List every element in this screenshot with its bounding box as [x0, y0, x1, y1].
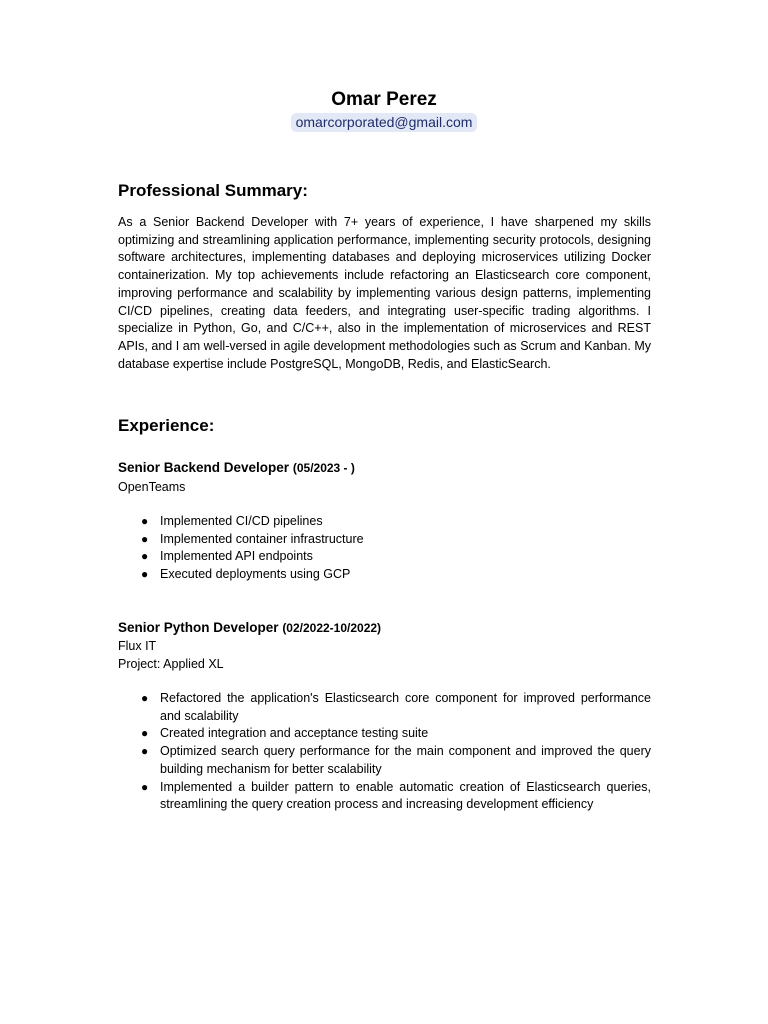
experience-heading: Experience:: [118, 416, 215, 435]
list-item: ● Implemented a builder pattern to enable automatic creation of Elasticsearch queries, streamlining the query creation process and increasing development efficiency: [141, 779, 651, 812]
summary-text: As a Senior Backend Developer with 7+ years of experience, I have sharpened my skills optimizing and streamlining application performance, implementing security protocols, designing software architectures, implementing databases and deploying microservices utilizing Docker containerization. My top achievements include refactoring an Elasticsearch core component, improving performance and scalability by implementing various design patterns, implementing CI/CD pipelines, creating data feeders, and integrating user-specific trading algorithms. I specialize in Python, Go, and C/C++, also in the implementation of microservices and REST APIs, and I am well-versed in agile development methodologies such as Scrum and Kanban. My database expertise include PostgreSQL, MongoDB, Redis, and ElasticSearch.: [118, 215, 651, 371]
summary-heading: Professional Summary:: [118, 181, 308, 200]
candidate-name: Omar Perez: [331, 89, 437, 110]
job-company: OpenTeams: [118, 480, 186, 494]
list-item: ● Created integration and acceptance testing suite: [118, 725, 651, 743]
bullet-icon: ●: [141, 726, 149, 741]
job-dates: (02/2022-10/2022): [282, 621, 382, 635]
job-project: Project: Applied XL: [118, 657, 224, 671]
list-item: ● Optimized search query performance for the main component and improved the query building mechanism for better scalability: [141, 744, 651, 776]
bullet-icon: ●: [141, 779, 149, 794]
list-item: ● Executed deployments using GCP: [118, 566, 651, 584]
job-role: Senior Python Developer: [118, 620, 279, 635]
list-item: ● Implemented container infrastructure: [118, 531, 651, 549]
email-wrapper: [0, 113, 768, 132]
job-title-2: [118, 619, 381, 637]
bullet-icon: ●: [141, 691, 149, 705]
bullet-icon: ●: [141, 514, 149, 528]
email-link[interactable]: omarcorporated@gmail.com: [291, 113, 478, 132]
job-company: Flux IT: [118, 639, 157, 653]
job-dates: (05/2023 - ): [292, 461, 355, 475]
bullet-icon: ●: [141, 549, 149, 564]
job-title-1: [118, 459, 355, 477]
bullet-icon: ●: [141, 567, 149, 582]
list-item: ● Implemented API endpoints: [118, 548, 651, 566]
bullet-icon: ●: [141, 531, 149, 546]
job-role: Senior Backend Developer: [118, 460, 290, 475]
job-1-bullets: [118, 513, 651, 584]
job-2-bullets: [118, 690, 651, 814]
list-item: ● Implemented CI/CD pipelines: [118, 513, 651, 531]
bullet-icon: ●: [141, 744, 149, 759]
list-item: ● Refactored the application's Elasticsearch core component for improved performance and scalability: [141, 691, 651, 723]
